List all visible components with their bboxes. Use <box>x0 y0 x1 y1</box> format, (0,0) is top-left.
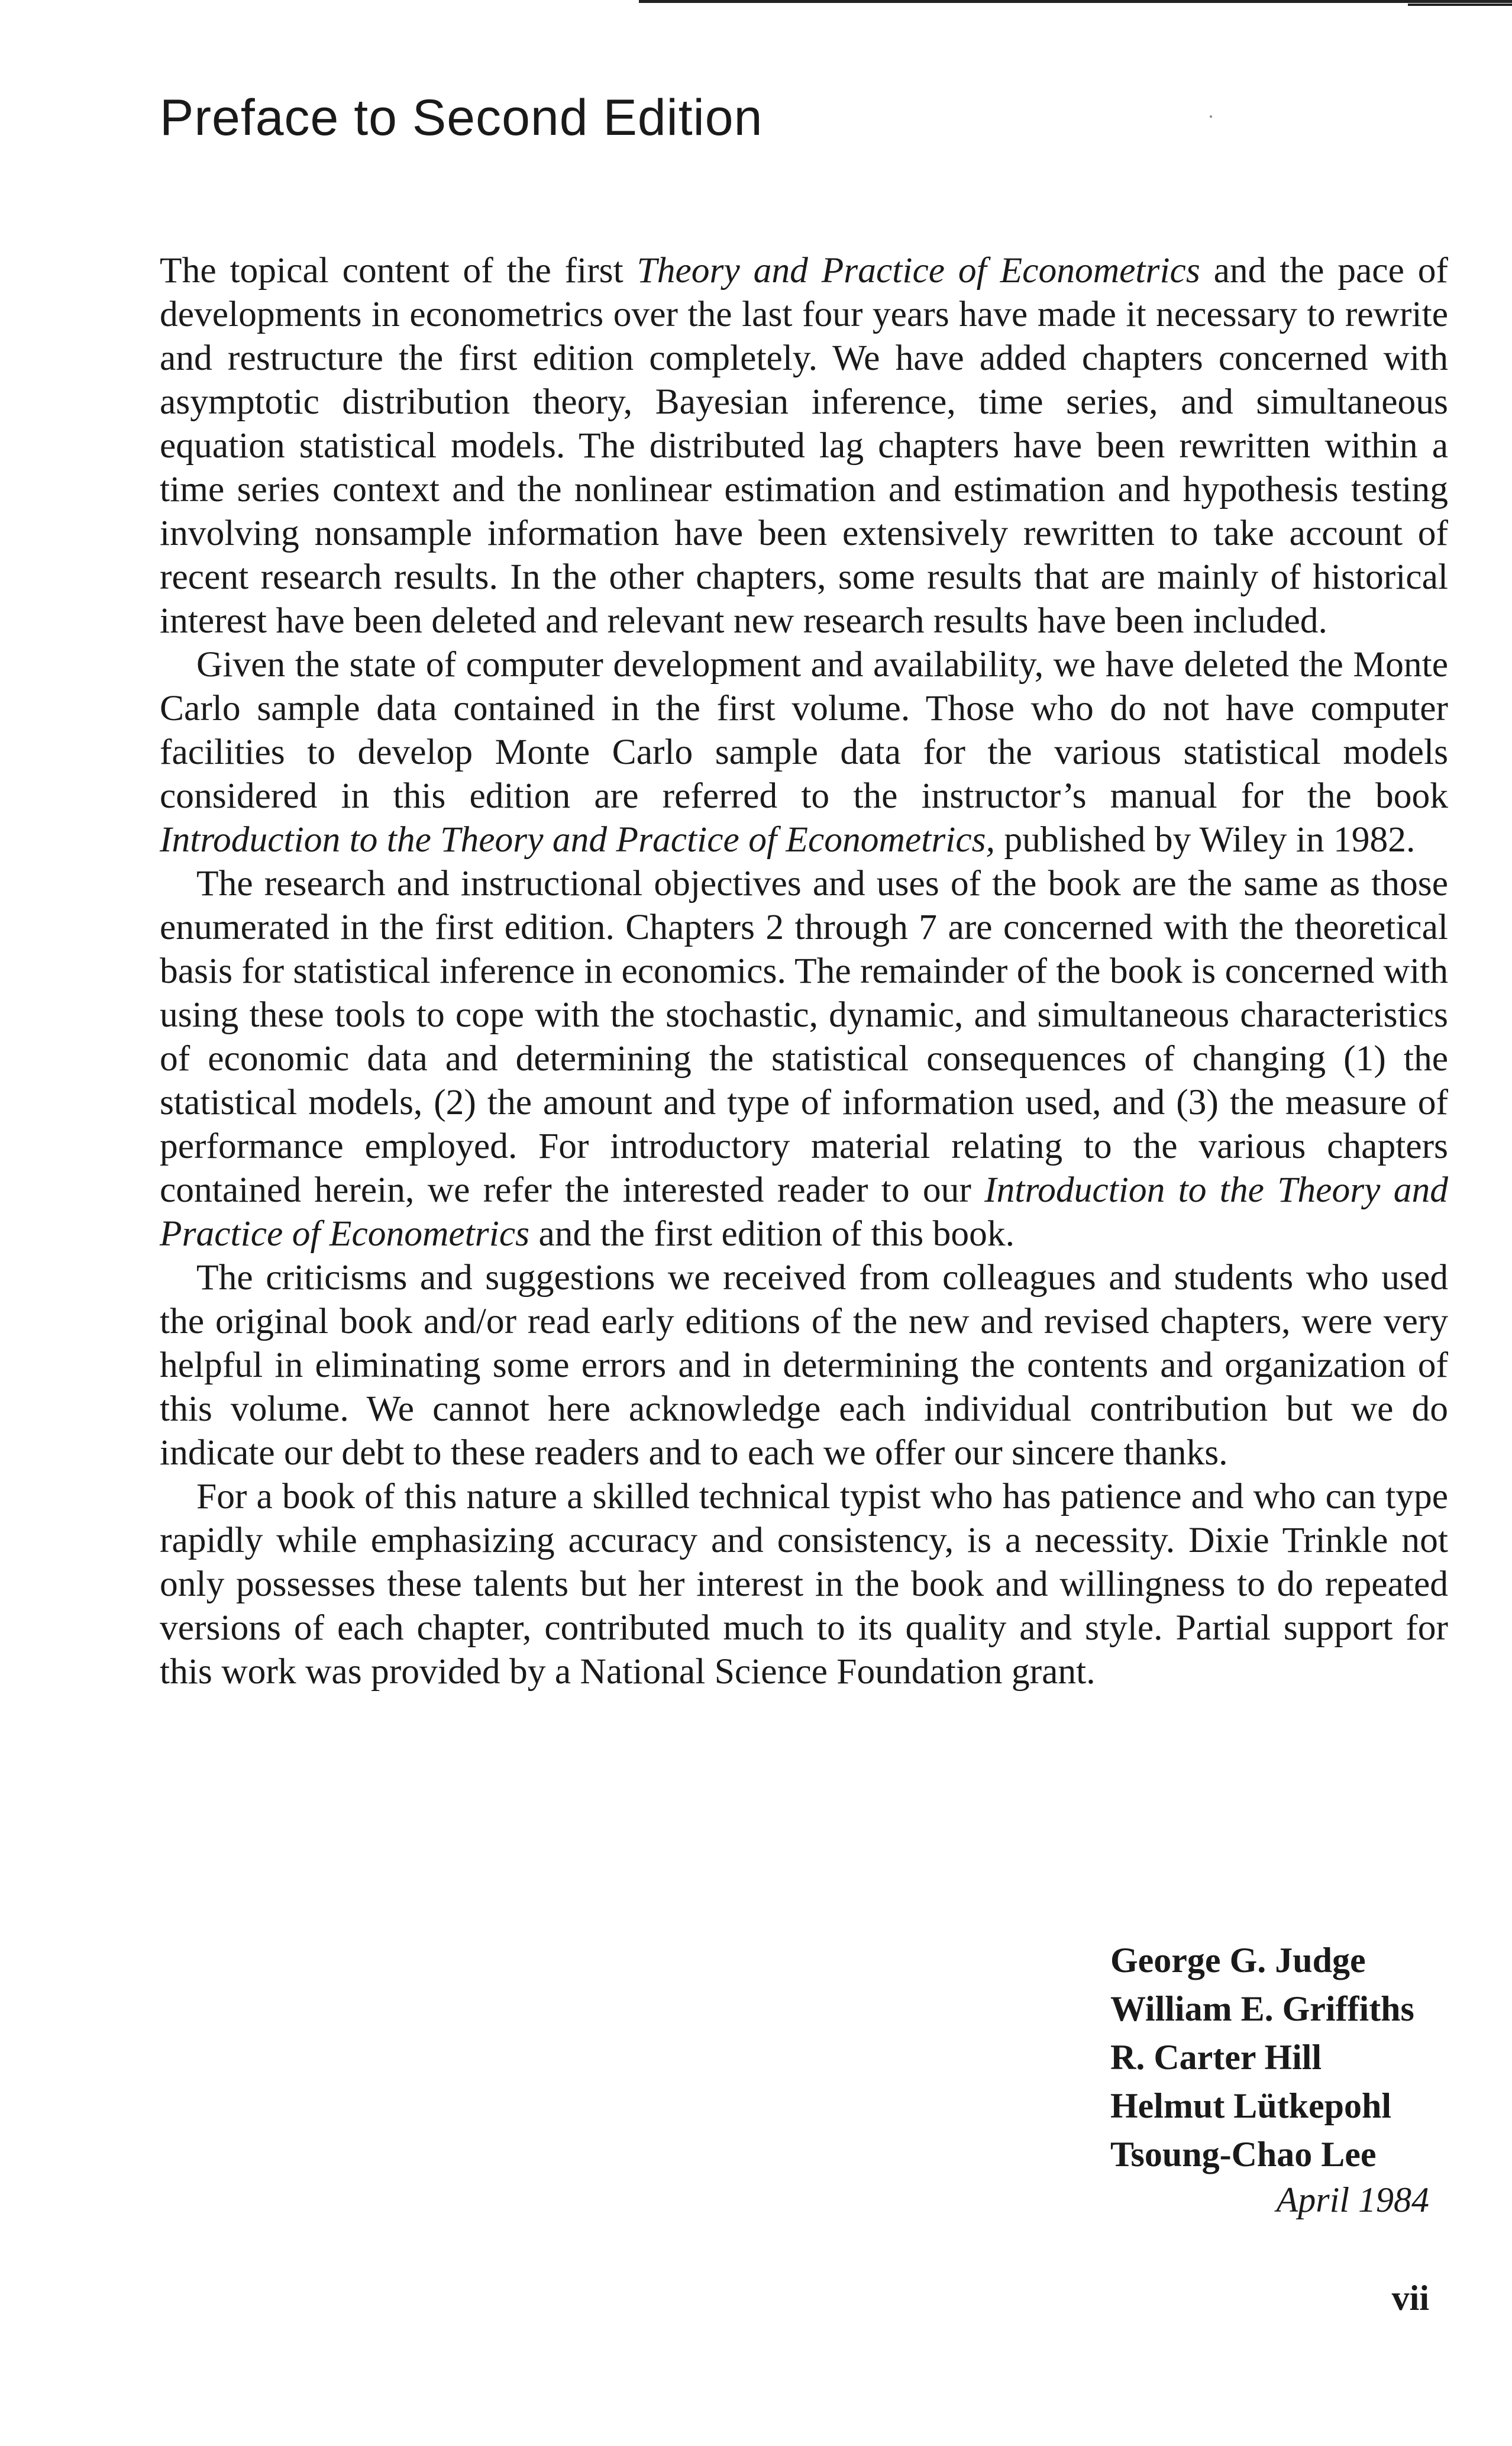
author-name: R. Carter Hill <box>1110 2038 1322 2077</box>
book-title-italic: Introduction to the Theory and Practice of Econometrics, <box>160 819 995 860</box>
preface-date: April 1984 <box>1276 2180 1429 2219</box>
paragraph-3: The research and instructional objectives and uses of the book are the same as those enumerated in the first edition. Chapters 2 through 7 are concerned with the theoretical basis for statistical inference in economics. The remainder of the book is concerned with using these tools to cope with the stochastic, dynamic, and simultaneous characteristics of economic data and determining the statistical consequences of changing (1) the statistical models, (2) the amount and type of information used, and (3) the measure of performance employed. For introductory material relating to the various chapters contained herein, we refer the interested reader to our Introduction to the Theory and Practice of Econometrics and the first edition of this book. <box>160 863 1448 1254</box>
page-title: Preface to Second Edition <box>160 89 763 146</box>
page-number: vii <box>1391 2279 1429 2318</box>
paragraph-2: Given the state of computer development and availability, we have deleted the Monte Carlo sample data contained in the first volume. Those who do not have computer facilities to develop Monte Carlo sample data for the various statistical models considered in this edition are referred to the instructor’s manual for the book Introduction to the Theory and Practice of Econometrics, published by Wiley in 1982. <box>160 644 1448 860</box>
top-rule-tail <box>1408 4 1512 6</box>
author-name: Tsoung-Chao Lee <box>1110 2135 1377 2174</box>
author-name: William E. Griffiths <box>1110 1989 1414 2028</box>
paragraph-4: The criticisms and suggestions we received from colleagues and students who used the original book and/or read early editions of the new and revised chapters, were very helpful in eliminating some errors and in determining the contents and organization of this volume. We cannot here acknowledge each individual contribution but we do indicate our debt to these readers and to each we offer our sincere thanks. <box>160 1257 1448 1473</box>
paragraph-5: For a book of this nature a skilled technical typist who has patience and who can type rapidly while emphasizing accuracy and consistency, is a necessity. Dixie Trinkle not only possesses these talents but her interest in the book and willingness to do repeated versions of each chapter, contributed much to its quality and style. Partial support for this work was provided by a National Science Foundation grant. <box>160 1476 1448 1692</box>
author-name: Helmut Lütkepohl <box>1110 2086 1392 2125</box>
author-signatures <box>1110 1936 1414 2179</box>
book-title-italic: Theory and Practice of Econometrics <box>637 250 1200 291</box>
paragraph-1: The topical content of the first Theory and Practice of Econometrics and the pace of developments in econometrics over the last four years have made it necessary to rewrite and restructure the first edition completely. We have added chapters concerned with asymptotic distribution theory, Bayesian inference, time series, and simultaneous equation statistical models. The distributed lag chapters have been rewritten within a time series context and the nonlinear estimation and estimation and hypothesis testing involving nonsample information have been extensively rewritten to take account of recent research results. In the other chapters, some results that are mainly of historical interest have been deleted and relevant new research results have been included. <box>160 250 1448 641</box>
author-name: George G. Judge <box>1110 1941 1366 1980</box>
preface-body <box>160 249 1448 1693</box>
top-rule <box>639 0 1512 3</box>
print-speck <box>1210 115 1212 118</box>
book-title-italic: Introduction to the Theory and Practice of Econometrics <box>160 1170 1448 1254</box>
